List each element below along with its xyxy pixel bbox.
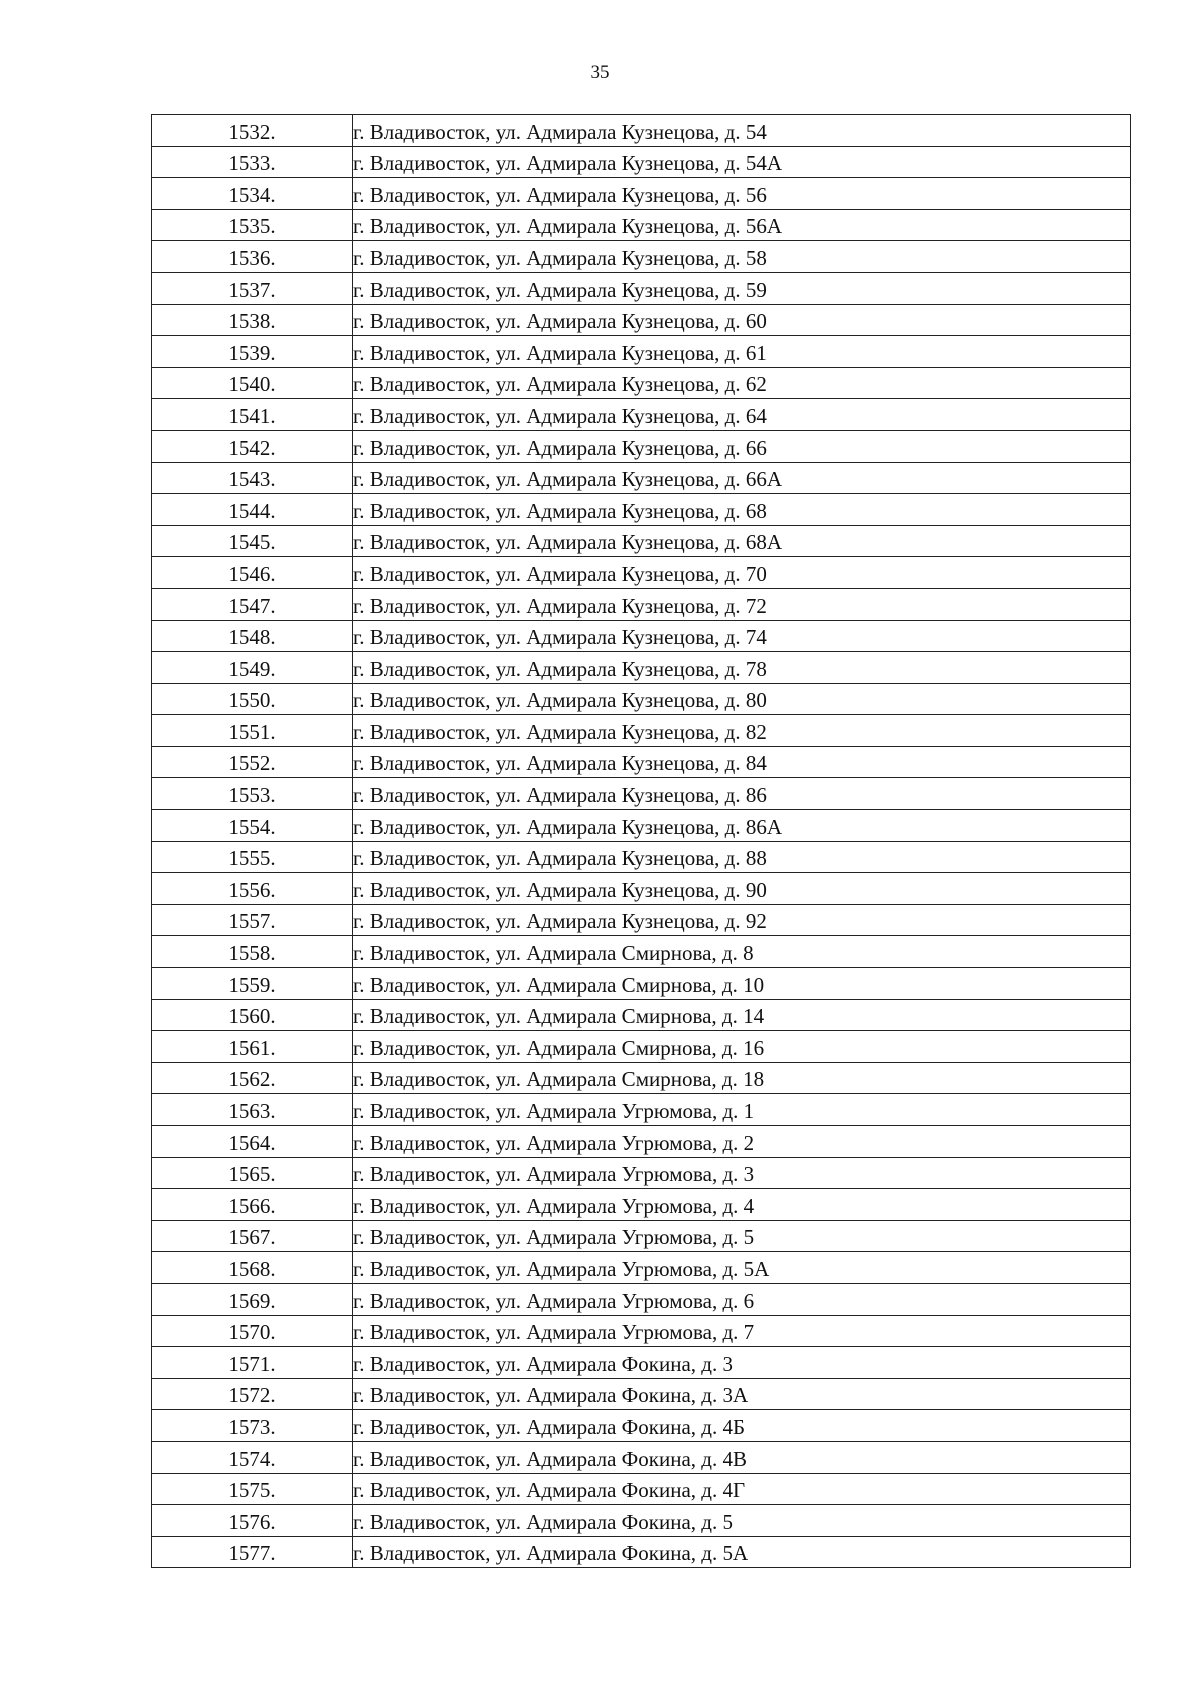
address-cell: г. Владивосток, ул. Адмирала Угрюмова, д. 1 [353, 1094, 1131, 1126]
row-number-cell: 1567. [152, 1220, 353, 1252]
row-number-cell: 1561. [152, 1031, 353, 1063]
row-number-cell: 1541. [152, 399, 353, 431]
address-cell: г. Владивосток, ул. Адмирала Фокина, д. 3 [353, 1347, 1131, 1379]
table-row [152, 1441, 1131, 1473]
row-number-cell: 1571. [152, 1347, 353, 1379]
row-number-cell: 1559. [152, 968, 353, 1000]
row-number-cell: 1545. [152, 525, 353, 557]
table-row [152, 272, 1131, 304]
address-table [151, 114, 1131, 1568]
table-row [152, 367, 1131, 399]
address-cell: г. Владивосток, ул. Адмирала Кузнецова, д. 59 [353, 272, 1131, 304]
address-cell: г. Владивосток, ул. Адмирала Смирнова, д. 14 [353, 999, 1131, 1031]
address-table-body [152, 115, 1131, 1568]
row-number-cell: 1556. [152, 873, 353, 905]
address-cell: г. Владивосток, ул. Адмирала Кузнецова, д. 72 [353, 588, 1131, 620]
row-number-cell: 1535. [152, 209, 353, 241]
address-cell: г. Владивосток, ул. Адмирала Кузнецова, д. 90 [353, 873, 1131, 905]
row-number-cell: 1544. [152, 494, 353, 526]
address-cell: г. Владивосток, ул. Адмирала Фокина, д. 4Б [353, 1410, 1131, 1442]
address-cell: г. Владивосток, ул. Адмирала Кузнецова, д. 68А [353, 525, 1131, 557]
address-cell: г. Владивосток, ул. Адмирала Кузнецова, д. 82 [353, 715, 1131, 747]
table-row [152, 1157, 1131, 1189]
address-cell: г. Владивосток, ул. Адмирала Кузнецова, д. 54 [353, 115, 1131, 147]
table-row [152, 778, 1131, 810]
row-number-cell: 1548. [152, 620, 353, 652]
table-row [152, 430, 1131, 462]
row-number-cell: 1546. [152, 557, 353, 589]
address-cell: г. Владивосток, ул. Адмирала Кузнецова, д. 88 [353, 841, 1131, 873]
table-row [152, 336, 1131, 368]
address-cell: г. Владивосток, ул. Адмирала Кузнецова, д. 92 [353, 904, 1131, 936]
address-cell: г. Владивосток, ул. Адмирала Кузнецова, д. 56 [353, 178, 1131, 210]
row-number-cell: 1536. [152, 241, 353, 273]
row-number-cell: 1547. [152, 588, 353, 620]
row-number-cell: 1570. [152, 1315, 353, 1347]
table-row [152, 1505, 1131, 1537]
table-row [152, 1062, 1131, 1094]
row-number-cell: 1549. [152, 652, 353, 684]
address-cell: г. Владивосток, ул. Адмирала Фокина, д. 5А [353, 1536, 1131, 1568]
table-row [152, 241, 1131, 273]
address-cell: г. Владивосток, ул. Адмирала Кузнецова, д. 56А [353, 209, 1131, 241]
table-row [152, 620, 1131, 652]
table-row [152, 1283, 1131, 1315]
page-number: 35 [590, 62, 610, 83]
row-number-cell: 1576. [152, 1505, 353, 1537]
table-row [152, 1189, 1131, 1221]
row-number-cell: 1550. [152, 683, 353, 715]
row-number-cell: 1542. [152, 430, 353, 462]
table-row [152, 557, 1131, 589]
address-cell: г. Владивосток, ул. Адмирала Угрюмова, д. 4 [353, 1189, 1131, 1221]
address-cell: г. Владивосток, ул. Адмирала Кузнецова, д. 58 [353, 241, 1131, 273]
address-cell: г. Владивосток, ул. Адмирала Фокина, д. 3А [353, 1378, 1131, 1410]
address-cell: г. Владивосток, ул. Адмирала Кузнецова, д. 84 [353, 746, 1131, 778]
address-cell: г. Владивосток, ул. Адмирала Угрюмова, д. 6 [353, 1283, 1131, 1315]
table-row [152, 115, 1131, 147]
table-row [152, 588, 1131, 620]
row-number-cell: 1563. [152, 1094, 353, 1126]
row-number-cell: 1562. [152, 1062, 353, 1094]
table-row [152, 1126, 1131, 1158]
row-number-cell: 1552. [152, 746, 353, 778]
address-cell: г. Владивосток, ул. Адмирала Кузнецова, д. 86 [353, 778, 1131, 810]
table-row [152, 1252, 1131, 1284]
table-row [152, 715, 1131, 747]
address-cell: г. Владивосток, ул. Адмирала Кузнецова, д. 66 [353, 430, 1131, 462]
row-number-cell: 1540. [152, 367, 353, 399]
table-row [152, 1536, 1131, 1568]
address-cell: г. Владивосток, ул. Адмирала Кузнецова, д. 66А [353, 462, 1131, 494]
row-number-cell: 1575. [152, 1473, 353, 1505]
table-row [152, 936, 1131, 968]
table-row [152, 968, 1131, 1000]
table-row [152, 1473, 1131, 1505]
table-row [152, 1410, 1131, 1442]
address-cell: г. Владивосток, ул. Адмирала Угрюмова, д. 2 [353, 1126, 1131, 1158]
address-cell: г. Владивосток, ул. Адмирала Фокина, д. 4Г [353, 1473, 1131, 1505]
row-number-cell: 1554. [152, 810, 353, 842]
table-row [152, 146, 1131, 178]
table-row [152, 209, 1131, 241]
table-row [152, 494, 1131, 526]
table-row [152, 1315, 1131, 1347]
table-row [152, 873, 1131, 905]
address-cell: г. Владивосток, ул. Адмирала Фокина, д. 4В [353, 1441, 1131, 1473]
row-number-cell: 1564. [152, 1126, 353, 1158]
row-number-cell: 1555. [152, 841, 353, 873]
address-cell: г. Владивосток, ул. Адмирала Смирнова, д. 8 [353, 936, 1131, 968]
address-cell: г. Владивосток, ул. Адмирала Угрюмова, д. 5А [353, 1252, 1131, 1284]
row-number-cell: 1569. [152, 1283, 353, 1315]
row-number-cell: 1577. [152, 1536, 353, 1568]
table-row [152, 683, 1131, 715]
table-row [152, 746, 1131, 778]
row-number-cell: 1568. [152, 1252, 353, 1284]
table-row [152, 652, 1131, 684]
row-number-cell: 1565. [152, 1157, 353, 1189]
row-number-cell: 1558. [152, 936, 353, 968]
address-cell: г. Владивосток, ул. Адмирала Кузнецова, д. 61 [353, 336, 1131, 368]
row-number-cell: 1573. [152, 1410, 353, 1442]
row-number-cell: 1574. [152, 1441, 353, 1473]
table-row [152, 1094, 1131, 1126]
address-cell: г. Владивосток, ул. Адмирала Кузнецова, д. 62 [353, 367, 1131, 399]
address-cell: г. Владивосток, ул. Адмирала Смирнова, д. 10 [353, 968, 1131, 1000]
table-row [152, 304, 1131, 336]
row-number-cell: 1566. [152, 1189, 353, 1221]
address-cell: г. Владивосток, ул. Адмирала Фокина, д. 5 [353, 1505, 1131, 1537]
address-cell: г. Владивосток, ул. Адмирала Угрюмова, д. 7 [353, 1315, 1131, 1347]
address-cell: г. Владивосток, ул. Адмирала Кузнецова, д. 54А [353, 146, 1131, 178]
table-row [152, 904, 1131, 936]
row-number-cell: 1534. [152, 178, 353, 210]
table-row [152, 1347, 1131, 1379]
row-number-cell: 1538. [152, 304, 353, 336]
table-row [152, 1378, 1131, 1410]
address-cell: г. Владивосток, ул. Адмирала Кузнецова, д. 64 [353, 399, 1131, 431]
table-row [152, 841, 1131, 873]
address-cell: г. Владивосток, ул. Адмирала Кузнецова, д. 68 [353, 494, 1131, 526]
row-number-cell: 1532. [152, 115, 353, 147]
row-number-cell: 1560. [152, 999, 353, 1031]
address-cell: г. Владивосток, ул. Адмирала Кузнецова, д. 74 [353, 620, 1131, 652]
address-cell: г. Владивосток, ул. Адмирала Кузнецова, д. 86А [353, 810, 1131, 842]
row-number-cell: 1551. [152, 715, 353, 747]
table-row [152, 999, 1131, 1031]
address-cell: г. Владивосток, ул. Адмирала Угрюмова, д. 3 [353, 1157, 1131, 1189]
address-cell: г. Владивосток, ул. Адмирала Кузнецова, д. 70 [353, 557, 1131, 589]
row-number-cell: 1553. [152, 778, 353, 810]
table-row [152, 810, 1131, 842]
table-row [152, 462, 1131, 494]
address-cell: г. Владивосток, ул. Адмирала Угрюмова, д. 5 [353, 1220, 1131, 1252]
row-number-cell: 1539. [152, 336, 353, 368]
table-row [152, 1220, 1131, 1252]
row-number-cell: 1572. [152, 1378, 353, 1410]
table-row [152, 178, 1131, 210]
address-cell: г. Владивосток, ул. Адмирала Кузнецова, д. 60 [353, 304, 1131, 336]
address-cell: г. Владивосток, ул. Адмирала Смирнова, д. 18 [353, 1062, 1131, 1094]
table-row [152, 525, 1131, 557]
table-row [152, 1031, 1131, 1063]
row-number-cell: 1537. [152, 272, 353, 304]
row-number-cell: 1557. [152, 904, 353, 936]
address-cell: г. Владивосток, ул. Адмирала Кузнецова, д. 80 [353, 683, 1131, 715]
table-row [152, 399, 1131, 431]
address-cell: г. Владивосток, ул. Адмирала Смирнова, д. 16 [353, 1031, 1131, 1063]
address-cell: г. Владивосток, ул. Адмирала Кузнецова, д. 78 [353, 652, 1131, 684]
row-number-cell: 1533. [152, 146, 353, 178]
row-number-cell: 1543. [152, 462, 353, 494]
